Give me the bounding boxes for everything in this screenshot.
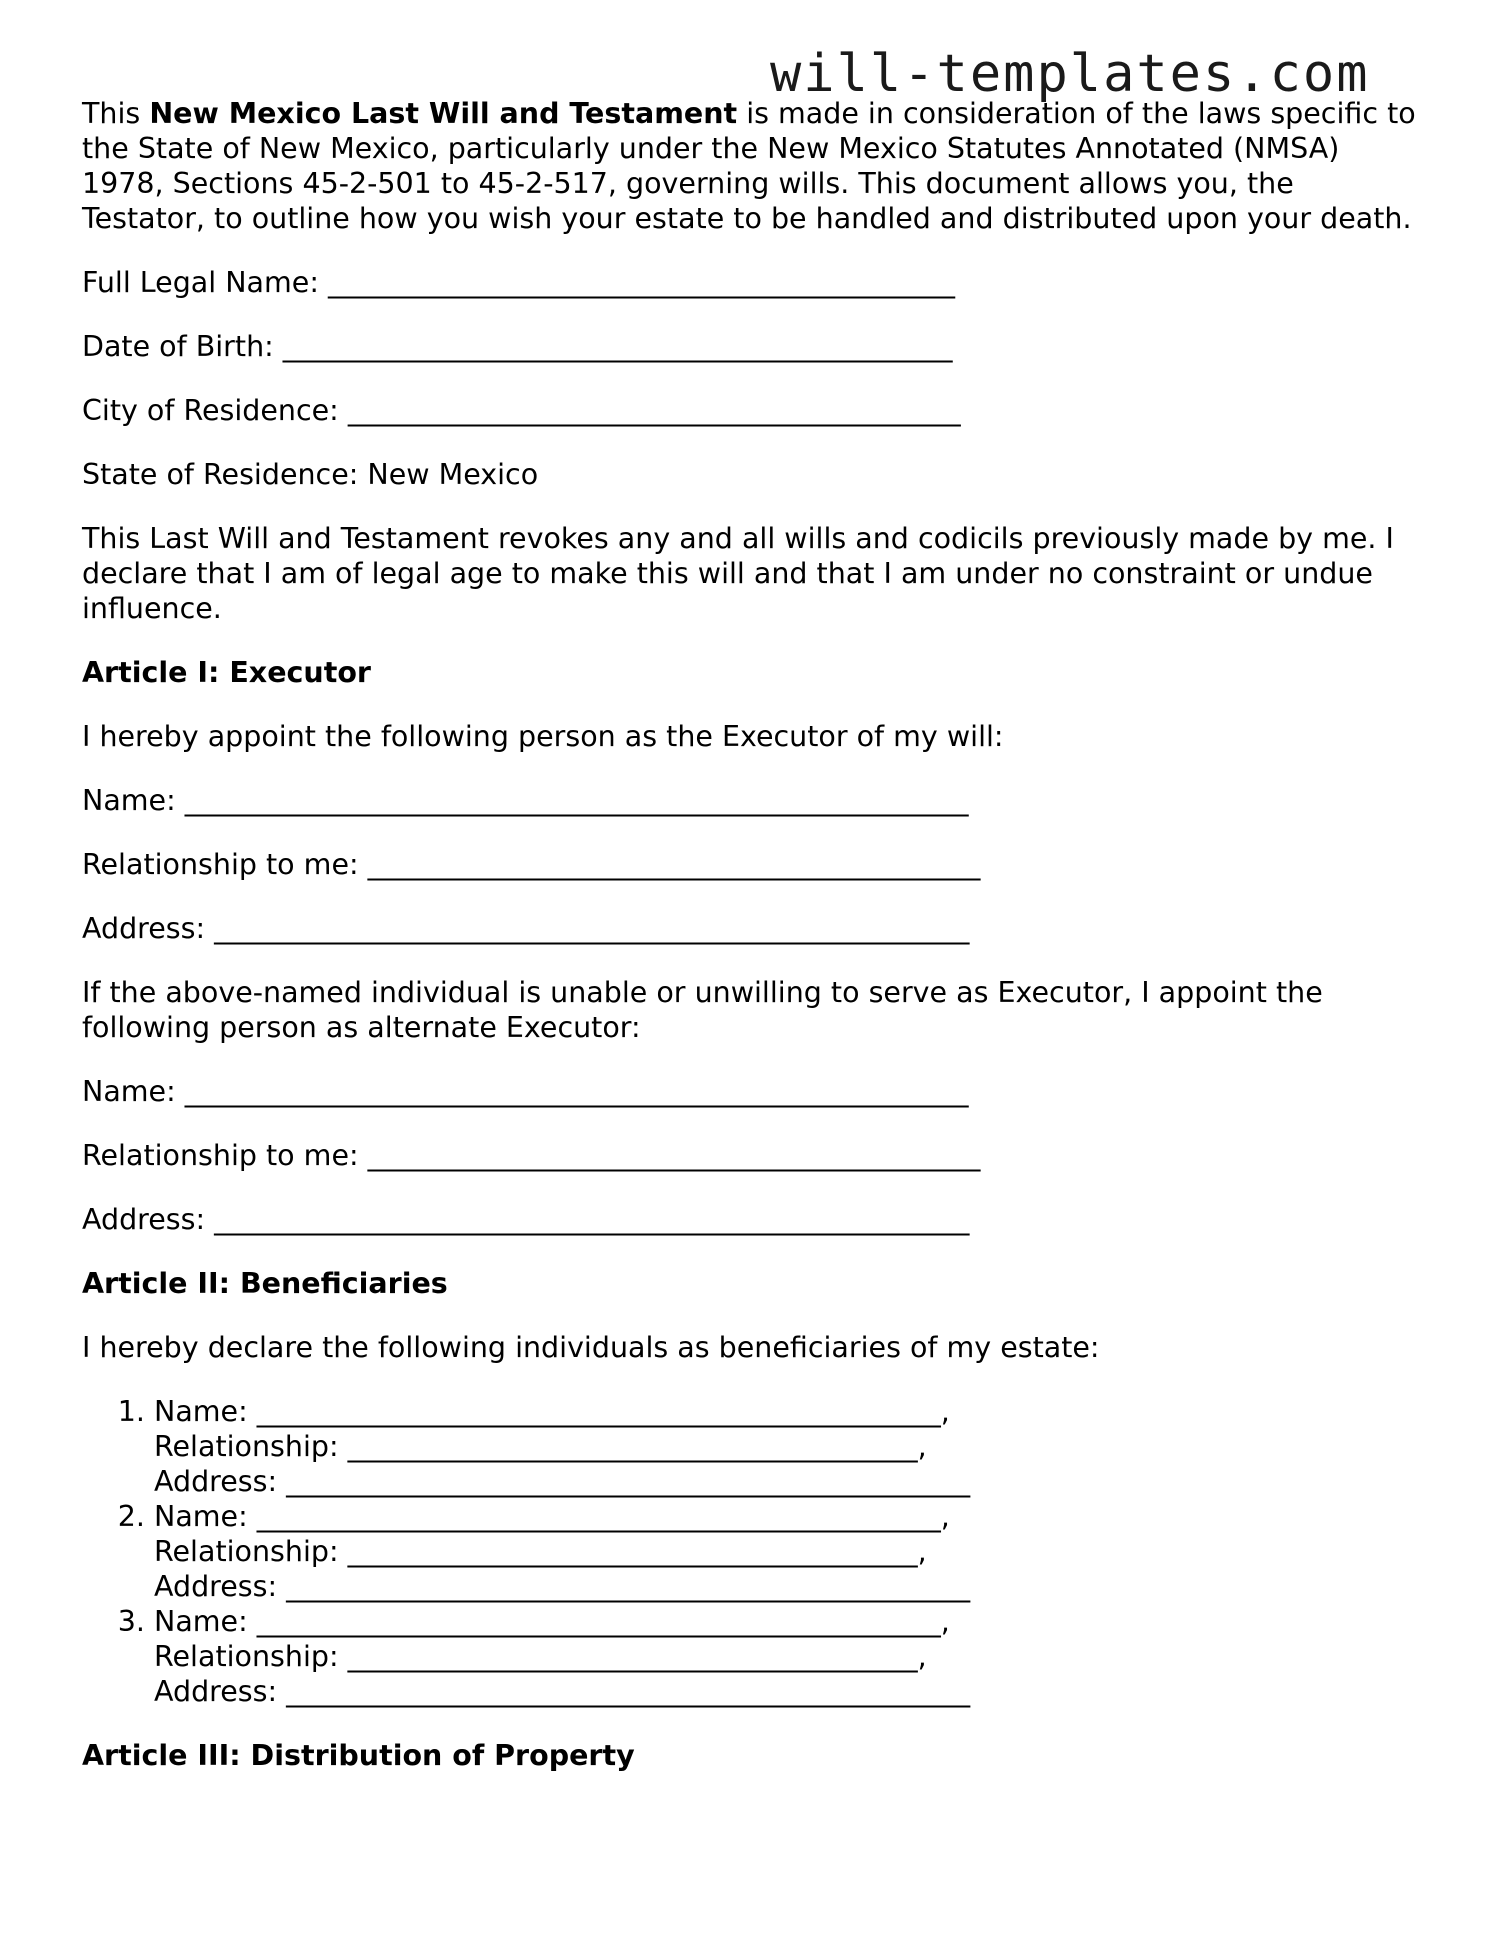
article-3-heading: Article III: Distribution of Property — [82, 1739, 635, 1772]
intro-post: is made in consideration of the laws specific to the State of New Mexico, particularly under the New Mexico Statutes Annotated (NMSA) 1978, Sections 45-2-501 to 45-2-517, governing wills. This document allows you, the Testator, to outline how you wish your estate to be handled and distributed upon your death. — [82, 97, 1416, 235]
executor-appoint-text: I hereby appoint the following person as the Executor of my will: — [82, 720, 1004, 753]
beneficiaries-declare-text: I hereby declare the following individuals as beneficiaries of my estate: — [82, 1331, 1100, 1364]
beneficiary-relationship-field[interactable]: Relationship: ________________________________________, — [154, 1535, 927, 1568]
alternate-executor-text: If the above-named individual is unable or unwilling to serve as Executor, I appoint the following person as alternate Executor: — [82, 976, 1323, 1044]
article-2-heading: Article II: Beneficiaries — [82, 1267, 448, 1300]
state-of-residence: State of Residence: New Mexico — [82, 458, 539, 491]
beneficiary-item — [154, 1604, 1422, 1709]
city-of-residence-field[interactable]: City of Residence: ___________________________________________ — [82, 394, 961, 427]
beneficiary-item — [154, 1499, 1422, 1604]
full-legal-name-field[interactable]: Full Legal Name: ____________________________________________ — [82, 266, 955, 299]
intro-paragraph — [82, 96, 1422, 236]
beneficiary-name-field[interactable]: 2. Name: ________________________________________________, — [154, 1500, 950, 1533]
watermark-logo: will-templates.com — [770, 44, 1370, 104]
intro-pre: This — [82, 97, 150, 130]
beneficiary-name-field[interactable]: 3. Name: ________________________________________________, — [154, 1605, 950, 1638]
intro-title: New Mexico Last Will and Testament — [149, 97, 738, 130]
executor-address-field[interactable]: Address: _____________________________________________________ — [82, 912, 970, 945]
revocation-paragraph: This Last Will and Testament revokes any and all wills and codicils previously made by me. I declare that I am of legal age to make this will and that I am under no constraint or undue influence. — [82, 522, 1394, 625]
alt-executor-address-field[interactable]: Address: _____________________________________________________ — [82, 1203, 970, 1236]
beneficiary-relationship-field[interactable]: Relationship: ________________________________________, — [154, 1640, 927, 1673]
beneficiary-address-field[interactable]: Address: ________________________________________________ — [154, 1570, 971, 1603]
beneficiary-address-field[interactable]: Address: ________________________________________________ — [154, 1675, 971, 1708]
beneficiary-list — [82, 1394, 1422, 1709]
executor-relationship-field[interactable]: Relationship to me: ___________________________________________ — [82, 848, 981, 881]
alt-executor-relationship-field[interactable]: Relationship to me: ___________________________________________ — [82, 1139, 981, 1172]
will-document — [82, 96, 1422, 1802]
date-of-birth-field[interactable]: Date of Birth: _______________________________________________ — [82, 330, 953, 363]
beneficiary-relationship-field[interactable]: Relationship: ________________________________________, — [154, 1430, 927, 1463]
executor-name-field[interactable]: Name: _______________________________________________________ — [82, 784, 969, 817]
alt-executor-name-field[interactable]: Name: _______________________________________________________ — [82, 1075, 969, 1108]
beneficiary-address-field[interactable]: Address: ________________________________________________ — [154, 1465, 971, 1498]
article-1-heading: Article I: Executor — [82, 656, 371, 689]
beneficiary-item — [154, 1394, 1422, 1499]
beneficiary-name-field[interactable]: 1. Name: ________________________________________________, — [154, 1395, 950, 1428]
